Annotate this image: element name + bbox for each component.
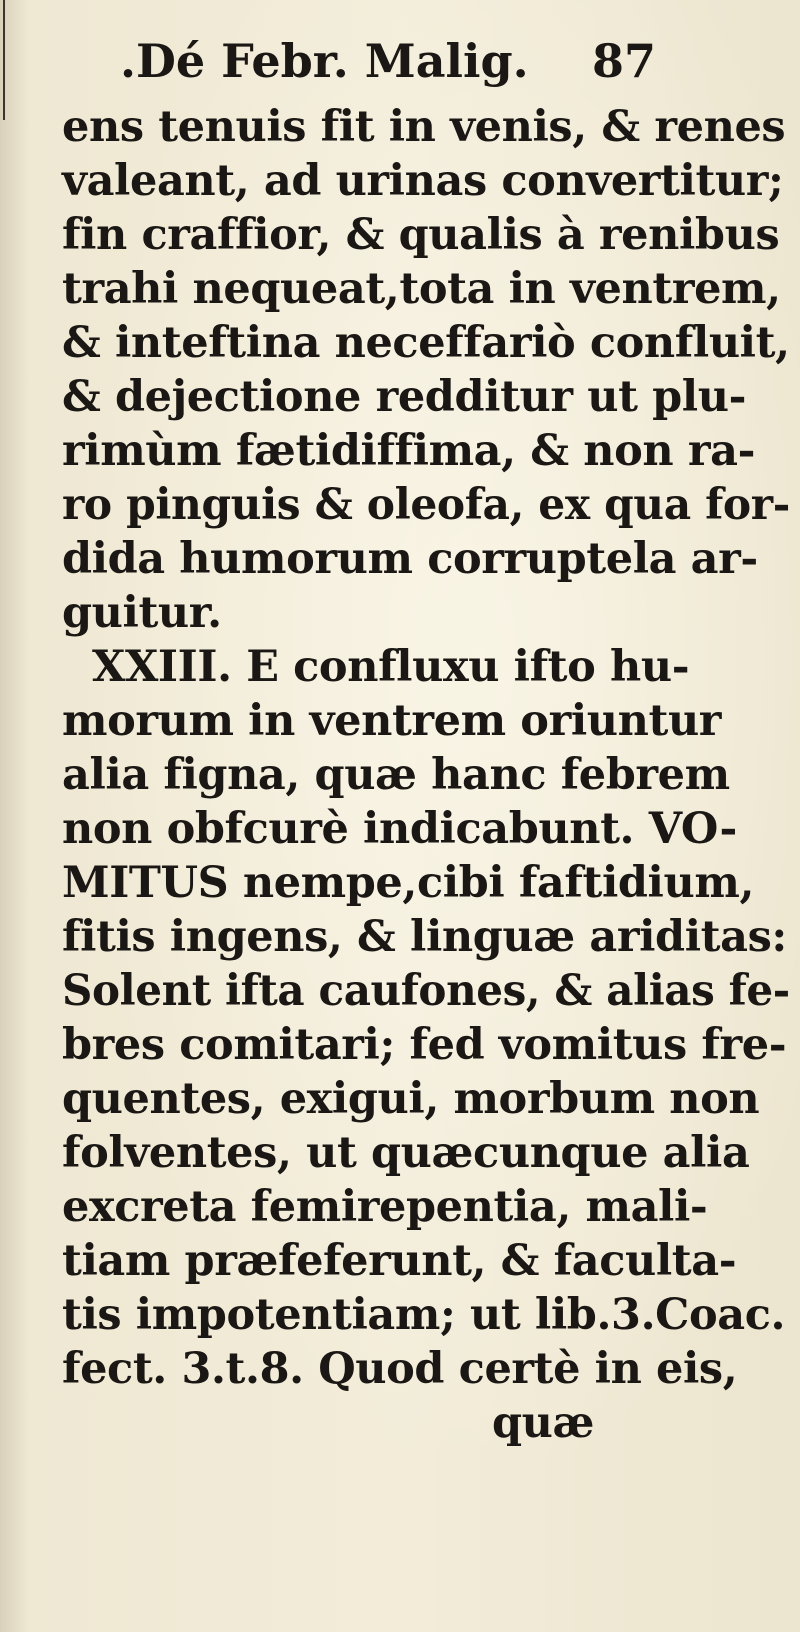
text-line: excreta femirepentia, mali-	[62, 1182, 708, 1232]
text-line: & inteftina neceffariò confluit,	[62, 318, 790, 368]
text-line: & dejectione redditur ut plu-	[62, 372, 747, 422]
text-line: valeant, ad urinas convertitur;	[62, 156, 784, 206]
gutter-edge	[3, 0, 5, 120]
text-line: morum in ventrem oriuntur	[62, 696, 722, 746]
catchword: quæ	[492, 1398, 595, 1448]
page-header	[120, 34, 680, 104]
text-line: fin craffior, & qualis à renibus	[62, 210, 780, 260]
text-line: guitur.	[62, 588, 222, 638]
text-line: MITUS nempe,cibi faftidium,	[62, 858, 755, 908]
text-line: alia figna, quæ hanc febrem	[62, 750, 730, 800]
running-title: .Dé Febr. Malig.	[120, 34, 529, 88]
text-line: tiam præfeferunt, & faculta-	[62, 1236, 737, 1286]
section-heading-line: XXIII. E confluxu ifto hu-	[92, 642, 690, 692]
text-line: dida humorum corruptela ar-	[62, 534, 758, 584]
text-line: trahi nequeat,tota in ventrem,	[62, 264, 781, 314]
text-line: Solent ifta caufones, & alias fe-	[62, 966, 790, 1016]
text-line: tis impotentiam; ut lib.3.Coac.	[62, 1290, 786, 1340]
text-line: rimùm fætidiffima, & non ra-	[62, 426, 756, 476]
page-number: 87	[592, 34, 657, 88]
text-line: fect. 3.t.8. Quod certè in eis,	[62, 1344, 738, 1394]
text-line: quentes, exigui, morbum non	[62, 1074, 760, 1124]
text-line: non obfcurè indicabunt. VO-	[62, 804, 737, 854]
text-line: ro pinguis & oleofa, ex qua for-	[62, 480, 790, 530]
text-line: folventes, ut quæcunque alia	[62, 1128, 750, 1178]
text-line: ens tenuis fit in venis, & renes	[62, 102, 786, 152]
text-line: fitis ingens, & linguæ ariditas:	[62, 912, 787, 962]
text-line: bres comitari; fed vomitus fre-	[62, 1020, 787, 1070]
